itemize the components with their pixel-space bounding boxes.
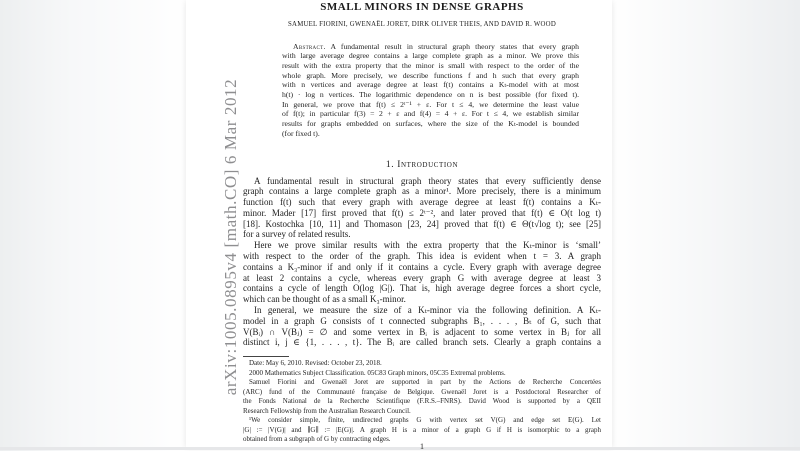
footnote-line: the Fonds National de la Recherche Scientifique (F.R.S.–FNRS). David Wood is supported by a QEII: [243, 397, 601, 406]
body-line: contains a cycle of length O(log |G|). That is, high average degree forces a short cycle,: [243, 283, 601, 294]
body-line: In general, we measure the size of a Kₜ-minor via the following definition. A Kₜ-: [254, 305, 601, 316]
abstract-line: with large average degree contains a large complete graph as a minor. We prove this: [282, 51, 579, 61]
abstract-line: h(t) · log n vertices. The logarithmic dependence on n is best possible (for fixed t).: [282, 90, 579, 100]
body-line: distinct i, j ∈ {1, . . . , t}. The Bᵢ are called branch sets. Clearly a graph contains a: [243, 337, 601, 348]
footnote-line: Date: May 6, 2010. Revised: October 23, 2018.: [249, 359, 382, 367]
abstract-line: [282, 42, 579, 52]
paper-title: SMALL MINORS IN DENSE GRAPHS: [320, 1, 524, 13]
footnote-line: |G| := |V(G)| and ∥G∥ := |E(G)|. A graph H is a minor of a graph G if H is isomorphic to a graph: [243, 425, 601, 434]
abstract-line: whole graph. More precisely, we describe functions f and h such that every graph: [282, 70, 579, 80]
body-line: Here we prove similar results with the extra property that the Kₜ-minor is ‘small’: [254, 240, 601, 251]
abstract-line: with n vertices and average degree at least f(t) contains a Kₜ-model with at most: [282, 80, 579, 90]
body-line: contains a K₃-minor if and only if it contains a cycle. Every graph with average degree: [243, 261, 601, 272]
footnote-line: Samuel Fiorini and Gwenaël Joret are supported in part by the Actions de Recherche Concertées: [249, 378, 601, 387]
body-line: minor. Mader [17] first proved that f(t) ≤ 2ᵗ⁻², and later proved that f(t) ∈ O(t log t): [243, 207, 601, 218]
abstract-block: [282, 42, 579, 139]
body-line: for a survey of related results.: [243, 229, 351, 240]
footnote-line: (ARC) fund of the Communauté française de Belgique. Gwenaël Joret is a Postdoctoral Researcher of: [243, 387, 601, 396]
body-line: function f(t) such that every graph with average degree at least f(t) contains a Kₜ-: [243, 197, 601, 208]
abstract-label: Abstract.: [293, 41, 326, 51]
paragraph: [243, 176, 601, 241]
body-line: with respect to the order of the graph. This idea is evident when t = 3. A graph: [243, 251, 601, 262]
footnote-line: Research Fellowship from the Australian Research Council.: [243, 406, 411, 415]
footnotes-block: [243, 359, 601, 445]
body-line: at least 2 contains a cycle, whereas every graph G with average degree at least 3: [243, 272, 601, 283]
footnote-rule: [243, 356, 289, 357]
abstract-line-text: A fundamental result in structural graph theory states that every graph: [330, 41, 579, 51]
body-line: model in a graph G consists of t connected subgraphs B₁, . . . , Bₜ of G, such that: [243, 315, 601, 326]
arxiv-watermark: arXiv:1005.0895v4 [math.CO] 6 Mar 2012: [221, 78, 240, 396]
body-line: V(Bᵢ) ∩ V(Bⱼ) = ∅ and some vertex in Bᵢ is adjacent to some vertex in Bⱼ for all: [243, 326, 601, 337]
body-line: which can be thought of as a small K₃-minor.: [243, 294, 406, 305]
paragraph: [243, 305, 601, 348]
footnote-line: ¹We consider simple, finite, undirected graphs G with vertex set V(G) and edge set E(G). Let: [249, 416, 601, 425]
paragraph: [243, 240, 601, 305]
footnote-line: 2000 Mathematics Subject Classification. 05C83 Graph minors, 05C35 Extremal problems.: [249, 368, 506, 377]
paper-authors: SAMUEL FIORINI, GWENAËL JORET, DIRK OLIVER THEIS, AND DAVID R. WOOD: [288, 20, 556, 28]
abstract-line: (for fixed t).: [282, 128, 320, 138]
abstract-line: of f(t); in particular f(3) = 2 + ε and f(4) = 4 + ε. For t ≤ 4, we establish similar: [282, 109, 579, 119]
section-heading: 1. Introduction: [385, 159, 459, 170]
page-number: 1: [419, 441, 425, 451]
abstract-line: In general, we prove that f(t) ≤ 2ᵗ⁻¹ + ε. For t ≤ 4, we determine the least value: [282, 99, 579, 109]
body-line: [18]. Kostochka [10, 11] and Thomason [23, 24] proved that f(t) ∈ Θ(t√log t); see [25]: [243, 218, 601, 229]
abstract-line: result with the extra property that the minor is small with respect to the order of the: [282, 60, 579, 70]
body-text: [243, 176, 601, 349]
abstract-line: results for graphs embedded on surfaces, where the size of the Kₜ-model is bounded: [282, 119, 579, 129]
footnote-line: obtained from a subgraph of G by contracting edges.: [243, 435, 391, 444]
body-line: graph contains a large complete graph as a minor¹. More precisely, there is a minimum: [243, 186, 601, 197]
body-line: A fundamental result in structural graph theory states that every sufficiently dense: [254, 175, 601, 186]
